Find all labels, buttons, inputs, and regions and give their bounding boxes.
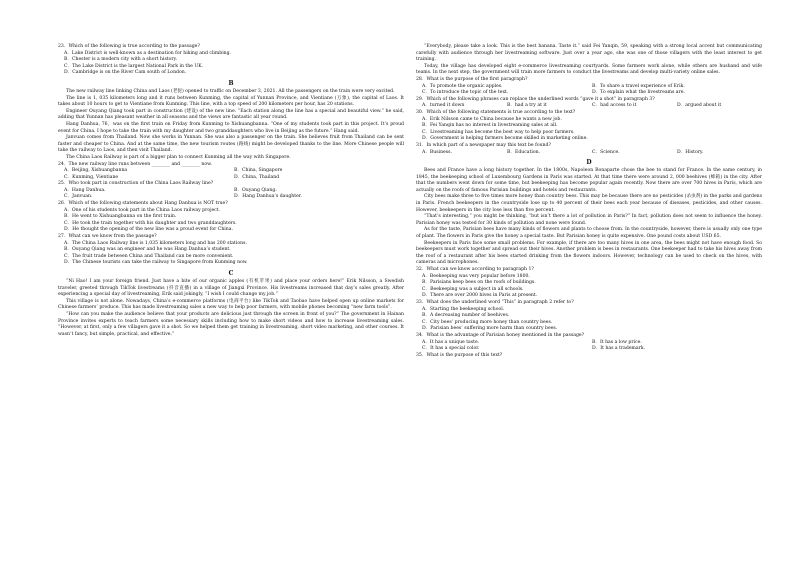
question-23-option-c: C．The Lake District is the largest National Park in the UK. — [64, 63, 204, 69]
question-34-stem: 34．What is the advantage of Parisian honey mentioned in the passage? — [416, 332, 585, 338]
question-31-option-b: B．Education. — [507, 149, 541, 155]
passage-d-paragraph: “That’s interesting,” you might be thinking, “but isn’t there a lot of pollution in Paris?” In fact, pollution does not seem to influence the honey. Parisian honey was tested for 30 kinds of pollution and none were found. — [416, 214, 762, 226]
question-24-stem: 24．The new railway line runs between ________ and ________ now. — [58, 161, 212, 167]
question-32-option-b: B．Parisians keep bees on the roofs of buildings. — [422, 280, 536, 286]
passage-b-paragraph: Hang Danhua, 76，was on the first train on Friday from Kunming to Xishuangbanna. “One of my students took part in this project. It’s proud event for China. I hope to take the train with my daughter and two granddaughters who live in Beijing as the future.” Hang said. — [58, 121, 404, 134]
question-29-options — [422, 103, 762, 110]
section-d-heading: D — [586, 159, 592, 167]
left-column — [58, 44, 404, 338]
question-26-option-a: A．One of his students took part in the China Laos railway project. — [64, 207, 221, 213]
right-column — [416, 44, 762, 359]
question-34-option-b: B．It has a low price. — [592, 339, 642, 345]
question-27-option-d: D．The Chinese tourists can take the railway to Singapore from Kunming now. — [64, 260, 248, 266]
passage-c-paragraph: Today, the village has developed eight e-commerce livestreaming courtyards. Some farmers work alone, while others are husband and wife teams. In the next step, the government will train more farmers to conduct the livestreams and develop multi-variety online sales. — [416, 63, 762, 76]
question-27-stem: 27．What can we know from the passage? — [58, 234, 157, 240]
question-24-option-a: A．Beijing, Xishuangbanna — [64, 168, 128, 174]
question-26-stem: 26．Which of the following statements about Hang Danhua is NOT true? — [58, 201, 228, 207]
question-32-option-a: A．Beekeeping was very popular before 1800. — [422, 273, 530, 279]
question-33-option-d: D．Parisian bees’ suffering more harm than country bees. — [422, 326, 558, 332]
passage-b-paragraph: Janvuan comes from Thailand. Now she works in Yunnan. She was also a passenger on the train. She believes fruit from Thailand can be sent faster and cheaper to China. And at the same time, the new tourism routes (路线) might be developed thanks to the line. More Chinese people will take the railway to Laos, and then visit Thailand. — [58, 135, 404, 154]
passage-d-paragraph: As for the taste, Parisian bees have many kinds of flowers and plants to choose from. In the countryside, however, there is usually only one type of plant. The flowers in Paris give the honey a special taste. But Parisian honey is quite expensive. One pound costs about USD 65. — [416, 227, 762, 240]
question-31-options — [422, 150, 762, 157]
question-29-option-a: A．turned it down — [422, 103, 465, 109]
passage-d-paragraph: City bees make three to five times more honey than country bees. This may be because there are no pesticides (杀虫剂) in the parks and gardens in Paris. French beekeepers in the countryside lose up to 40 percent of their bees each year because of diseases, pesticides, and other causes. However, beekeepers in the city lose less than five percent. — [416, 194, 762, 213]
question-23-option-d: D．Cambridge is on the River Cam south of London. — [64, 70, 187, 76]
question-28-options — [422, 84, 762, 97]
passage-b-paragraph: The line is 1, 035 kilometers long and it runs between Kunming, the capital of Yunnan Province, and Vientiane (万象), the capital of Laos. It takes about 10 hours to get to Vientiane from Kunming. This line, with a top speed of 200 kilometers per hour, has 20 stations. — [58, 95, 404, 108]
question-32-option-d: D．There are over 2000 hives in Paris at present. — [422, 293, 538, 299]
question-33-option-a: A．Starting the beekeeping school. — [422, 306, 505, 312]
question-23-option-a: A．Lake District is well-known as a destination for hiking and climbing. — [64, 50, 232, 56]
question-24-option-c: C．Kunming, Vientiane — [64, 174, 119, 180]
question-34-option-d: D．It has a trademark. — [592, 346, 646, 352]
question-26-option-d: D．He thought the opening of the new line was a proud event for China. — [64, 227, 233, 233]
passage-c-paragraph: “Everybody, please take a look. This is the best banana. Taste it.” said Fei Yanqin, 59, speaking with a strong local accent but communicating carefully with audience through her livestreaming software. Just over a year ago, she was one of those villagers with the least interest to get training. — [416, 44, 762, 63]
question-28-option-d: D．To explain what the livestreams are. — [592, 90, 685, 96]
question-35-stem: 35．What is the purpose of this text? — [416, 352, 503, 358]
question-26-option-c: C．He took the train together with his daughter and two granddaughters. — [64, 220, 237, 226]
question-29-option-c: C．had access to it — [592, 103, 637, 109]
question-29-option-b: B．had a try at it — [507, 103, 547, 109]
question-23-stem: 23．Which of the following is true according to the passage? — [58, 44, 200, 49]
question-32-stem: 32．What can we know according to paragraph 1? — [416, 267, 534, 272]
passage-d-paragraph: Bees and France have a long history together. In the 1800s, Napoleon Bonaparte chose the bee to stand for France. In the same century, in 1845, the beekeeping school of Luxembourg Gardens in Paris was started. At that time there were around 2, 000 beehives (蜂箱) in the city. After that the numbers went down for some time, but beekeeping has become popular again recently. Now there are over 700 hives in Paris, which are actually on the roofs of famous Parisian buildings and hotels and restaurants. — [416, 168, 762, 193]
passage-c-paragraph: “How can you make the audience believe that your products are delicious just through the screen in front of you?” The government in Hainan Province invites experts to teach farmers some necessary skills including how to make short videos and how to increase livestreaming sales. “However, at first, only a few villagers gave it a shot. So we helped them get training in livestreaming, short video marketing, and other courses. It wasn’t fancy, but simple, practical, and effective.” — [58, 311, 404, 337]
question-25-options — [64, 188, 404, 201]
question-31-option-c: C．Science. — [592, 149, 620, 155]
question-33-option-c: C．City bees’ producing more honey than country bees. — [422, 319, 553, 325]
question-31-option-d: D．History. — [677, 149, 704, 155]
question-28-option-c: C．To introduce the topic of the text. — [422, 90, 509, 96]
question-34-option-a: A．It has a unique taste. — [422, 339, 480, 345]
question-29-option-d: D．argued about it — [677, 103, 722, 109]
section-c-heading: C — [228, 270, 234, 277]
question-32-option-c: C．Beekeeping was a subject in all schools. — [422, 286, 524, 292]
question-34-option-c: C．It has a special color. — [422, 346, 480, 352]
question-29-stem: 29．Which of the following phrases can replace the underlined words “gave it a shot” in paragraph 3? — [416, 96, 655, 102]
question-30-stem: 30．Which of the following statements is true according to the text? — [416, 109, 576, 115]
question-27-option-a: A．The China Laos Railway line is 1,035 kilometers long and has 200 stations. — [64, 240, 247, 246]
question-31-stem: 31．In which part of a newspaper may this text be found? — [416, 142, 551, 148]
question-23-option-b: B．Chester is a modern city with a short history. — [64, 57, 178, 63]
section-b-heading: B — [228, 79, 234, 87]
question-25-stem: 25．Who took part in construction of the China Laos Railway line? — [58, 181, 214, 187]
passage-c-paragraph: “Ni Hao! I am your foreign friend. Just have a bite of our organic apples (有机苹果) and place your orders here!” Erik Nilsson, a Swedish traveler, greeted through TikTok livestreams (抖音直播) in a village of Jiangxi Province. His livestreams increased that day’s sales greatly. After experiencing a special day of livestreaming, Erik said jokingly, “I wish I could change my job.” — [58, 279, 404, 298]
question-26-option-b: B．He went to Xishuangbanna on the first train. — [64, 214, 177, 220]
question-30-option-d: D．Government is helping farmers become skilled in marketing online. — [422, 136, 588, 142]
question-34-options — [422, 340, 762, 353]
question-25-option-c: C．Janvuan. — [64, 194, 93, 200]
passage-b-paragraph: Engineer Ouyang Qiang took part in construction (建设) of the new line. “Each station along the line has a special and beautiful view.” he said, adding that Yunnan has pleasant weather in all seasons and the views are fantastic all year round. — [58, 108, 404, 121]
question-28-stem: 28．What is the purpose of the first paragraph? — [416, 76, 528, 82]
question-31-option-a: A．Business. — [422, 149, 452, 155]
question-25-option-a: A．Hang Danhua. — [64, 187, 106, 193]
question-24-option-b: B．China, Singapore — [234, 168, 283, 174]
question-30-option-a: A．Erik Nilsson came to China because he wants a new job. — [422, 116, 562, 122]
question-30-option-c: C．Livestreaming has become the best way to help poor farmers. — [422, 129, 575, 135]
question-33-stem: 33．What does the underlined word “This” in paragraph 2 refer to? — [416, 299, 574, 305]
question-28-option-b: B．To share a travel experience of Erik. — [592, 83, 685, 89]
question-27-option-c: C．The fruit trade between China and Thailand can be more convenient. — [64, 253, 234, 259]
question-25-option-d: D．Hang Danhua’s daughter. — [234, 194, 302, 200]
question-33-option-b: B．A decreasing number of beehives. — [422, 313, 510, 319]
question-25-option-b: B．Ouyang Qiang. — [234, 187, 277, 193]
question-28-option-a: A．To promote the organic apples. — [422, 83, 503, 89]
passage-b-paragraph: The China Laos Railway is part of a bigger plan to connect Kunming all the way with Singapore. — [66, 154, 291, 160]
question-27-option-b: B．Ouyang Qiang was an engineer and he was Hang Danhua’s student. — [64, 247, 231, 253]
question-24-options — [64, 168, 404, 181]
passage-b-paragraph: The new railway line linking China and Laos (老挝) opened to traffic on December 3, 2021. All the passengers on the train were very excited. — [66, 88, 395, 94]
question-30-option-b: B．Fei Yanqin has no interest in livestreaming sales at all. — [422, 123, 558, 129]
passage-c-paragraph: This village is not alone. Nowadays, China’s e-commerce platforms (电商平台) like TikTok and Taobao have helped open up online markets for Chinese farmers’ produce. This has made livestreaming sales a new way to help poor farmers, with mobile phones becoming “new farm tools”. — [58, 298, 404, 311]
passage-d-paragraph: Beekeepers in Paris face some small problems. For example, if there are too many hives in one area, the bees might not have enough food. So beekeepers must work together and spread out their hives. Another problem is bees in restaurants. One beekeeper had to take his hives away from the roof of a restaurant after his bees started drinking from the flowers indoors. However, technology can be used to check on the hives, with cameras and microphones. — [416, 240, 762, 266]
question-24-option-d: D．China, Thailand — [234, 174, 280, 180]
